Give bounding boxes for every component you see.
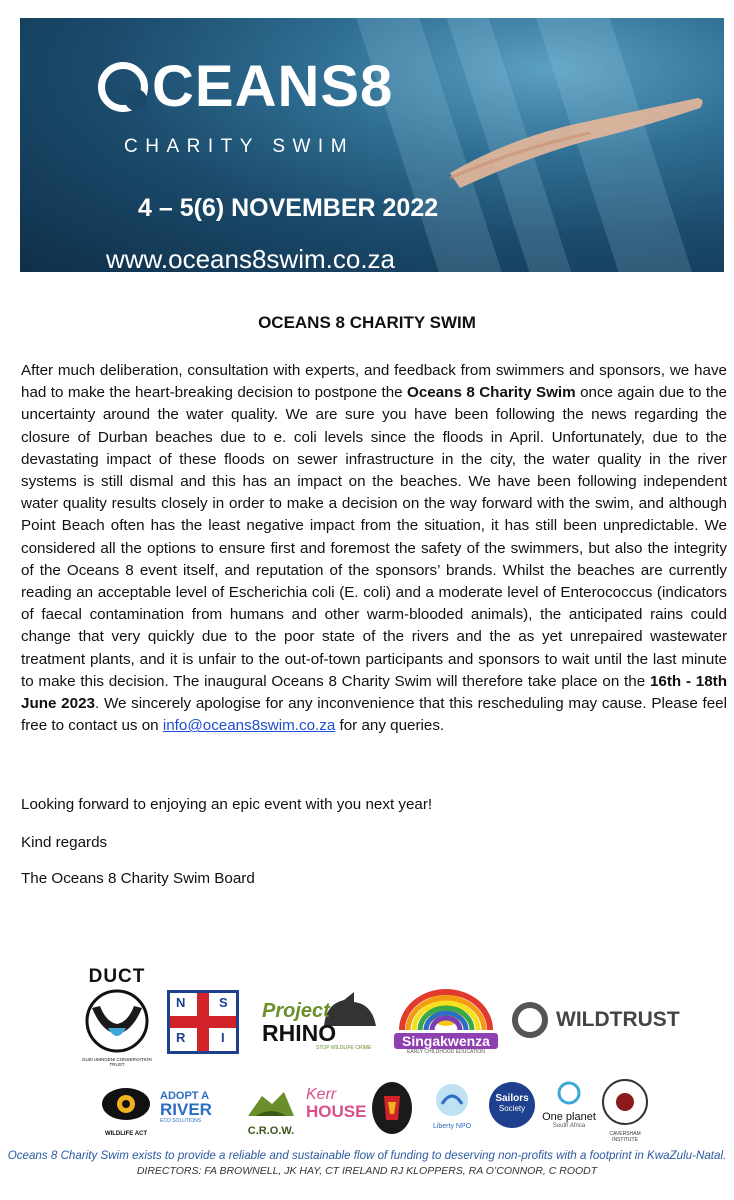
regards-line: Kind regards — [21, 834, 108, 851]
body-bold-event: Oceans 8 Charity Swim — [407, 384, 576, 402]
body-text: for any queries. — [335, 717, 445, 735]
house-word: HOUSE — [306, 1102, 367, 1121]
nsri-letter: R — [176, 1030, 186, 1045]
crow-wordmark: C.R.O.W. — [247, 1125, 295, 1137]
singakwenza-wordmark: Singakwenza — [394, 1033, 498, 1049]
rhino-project-word: Project — [262, 1000, 330, 1022]
event-dates: 4 – 5(6) NOVEMBER 2022 — [138, 194, 439, 222]
rhino-tagline: STOP WILDLIFE CRIME — [316, 1045, 372, 1051]
brand-wordmark: CEANS8 — [152, 54, 394, 119]
liberty-circle-icon — [424, 1082, 480, 1118]
website-url: www.oceans8swim.co.za — [106, 244, 395, 272]
wildlife-act-logo — [100, 1082, 152, 1137]
nsri-letter: I — [221, 1030, 225, 1045]
singakwenza-tagline: EARLY CHILDHOOD EDUCATION — [407, 1049, 485, 1055]
body-text: once again due to the uncertainty around the water quality. We are sure you have been following the news regarding the closure of Durban beaches due to e. coli levels since the floods in April. Unfortunately, due to the devastating impact of these floods on sewer infrastructure in the city, the water quality in the river systems is still dismal and this has an impact on the beaches. We have been following independent water quality results closely in order to make a decision on the way forward with the swim, and although Point Beach often has the least negative impact from the situation, it has still been unpredictable. We considered all the options to ensure first and foremost the safety of the swimmers, but also the integrity of the Oceans 8 event itself, and reputation of the sponsors’ brands. Whilst the beaches are currently reading an acceptable level of Escherichia coli (E. coli) and a moderate level of Enterococcus (indicators of faecal contamination from humans and other warm-blooded animals), the anticipated rains could change that very quickly due to the poor state of the rivers and the as yet unrepaired wastewater treatment plants, and it is unfair to the out-of-town participants and sponsors to wait until the last minute to make this decision. The inaugural Oceans 8 Charity Swim will therefore take place on the — [21, 384, 727, 690]
kerr-house-logo — [306, 1086, 367, 1130]
eye-icon — [100, 1082, 152, 1126]
header-banner — [20, 18, 724, 272]
duct-wordmark: DUCT — [88, 966, 146, 987]
duct-subtitle: DUZI UMNGENI CONSERVATION TRUST — [82, 1057, 152, 1067]
duct-logo — [78, 966, 156, 1067]
crest-icon — [370, 1080, 414, 1136]
sailors-word: Sailors — [495, 1093, 529, 1104]
page-title: OCEANS 8 CHARITY SWIM — [258, 313, 476, 332]
duct-hands-icon — [78, 988, 156, 1054]
liberty-npo-logo — [424, 1082, 480, 1132]
signature-line: The Oceans 8 Charity Swim Board — [21, 870, 255, 887]
liberty-wordmark: Liberty NPO — [432, 1123, 472, 1130]
planet-icon — [541, 1080, 597, 1106]
project-rhino-logo — [258, 990, 384, 1054]
body-text: . We sincerely apologise for any inconvenience that this rescheduling may cause. Please feel free to contact us on — [21, 695, 727, 735]
body-paragraph — [21, 360, 727, 737]
footer-mission: Oceans 8 Charity Swim exists to provide a reliable and sustainable flow of funding to deserving non-profits with a footprint in KwaZulu-Natal. — [7, 1149, 727, 1162]
river-word: RIVER — [160, 1100, 212, 1119]
caversham-wordmark: CAVERSHAM INSTITUTE — [609, 1131, 641, 1143]
eco-solutions-word: ECO SOLUTIONS — [160, 1118, 202, 1124]
caversham-logo — [600, 1078, 650, 1143]
wave-o-icon — [98, 62, 148, 112]
banner-subtitle: CHARITY SWIM — [124, 136, 355, 157]
adopt-a-word: ADOPT A — [160, 1090, 210, 1102]
kerr-word: Kerr — [306, 1086, 337, 1103]
nsri-logo — [167, 990, 239, 1054]
email-link[interactable]: info@oceans8swim.co.za — [162, 717, 336, 735]
adopt-a-river-logo — [160, 1090, 232, 1130]
crow-logo — [242, 1086, 300, 1137]
crow-animal-icon — [242, 1086, 300, 1120]
crest-logo — [370, 1080, 414, 1136]
one-planet-wordmark: One planet — [542, 1111, 596, 1123]
footer-directors: DIRECTORS: FA BROWNELL, JK HAY, CT IRELAND RJ KLOPPERS, RA O’CONNOR, C ROODT — [136, 1165, 598, 1177]
wildlife-act-wordmark: WILDLIFE ACT — [104, 1131, 148, 1137]
swimmer-arm-image — [450, 78, 710, 198]
body-bold-dates: 16th - 18th June 2023 — [21, 672, 727, 713]
wildtrust-ring-icon — [510, 1000, 550, 1040]
body-text: After much deliberation, consultation with experts, and feedback from swimmers and sponsors, we have had to make the heart-breaking decision to postpone the — [21, 362, 727, 402]
oceans8-logo — [98, 54, 394, 119]
one-planet-logo — [541, 1080, 597, 1134]
caversham-seal-icon — [600, 1078, 650, 1126]
sailors-society-logo — [489, 1082, 535, 1128]
singakwenza-logo — [394, 968, 498, 1058]
closing-line: Looking forward to enjoying an epic event with you next year! — [21, 796, 433, 813]
south-africa-word: South Africa — [552, 1123, 586, 1129]
rhino-name-word: RHINO — [262, 1020, 337, 1046]
society-word: Society — [498, 1104, 526, 1113]
wildtrust-wordmark: WILDTRUST — [556, 1008, 680, 1031]
nsri-letter: N — [176, 995, 186, 1010]
wildtrust-logo — [510, 1000, 680, 1050]
nsri-letter: S — [219, 995, 228, 1010]
rainbow-sun-icon — [394, 968, 498, 1032]
